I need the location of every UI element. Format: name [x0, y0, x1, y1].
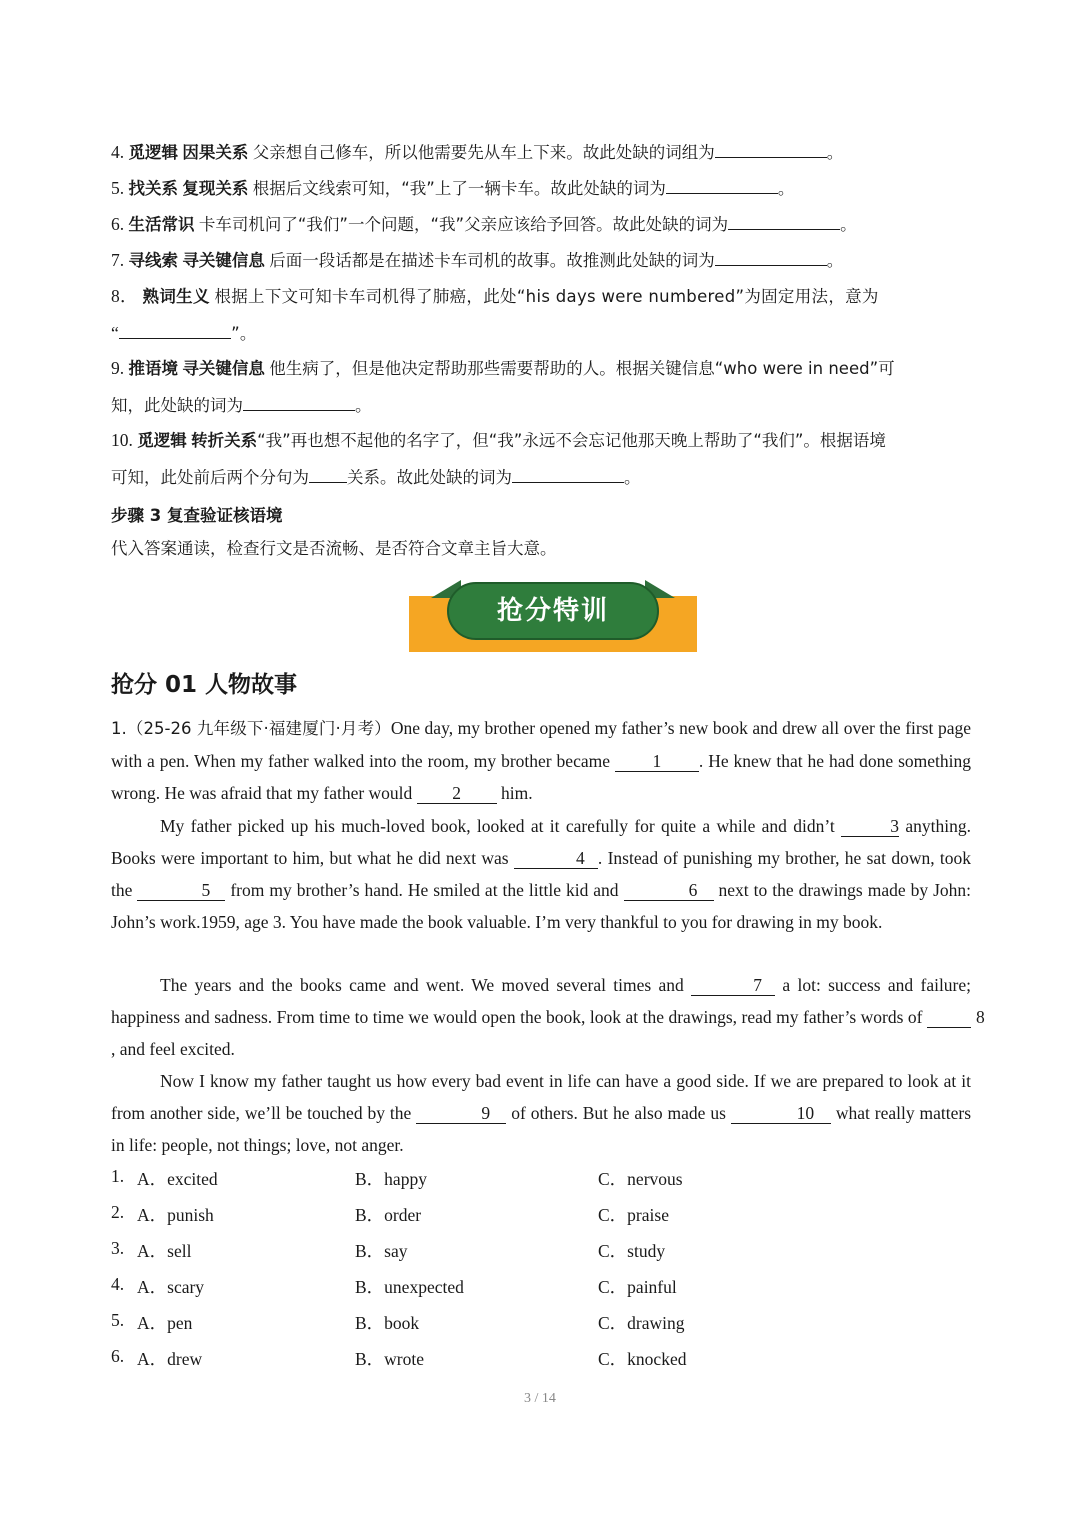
- hint-item-8: [111, 278, 971, 352]
- banner-label: 抢分特训: [496, 596, 609, 626]
- passage-paragraph-2: [111, 810, 971, 938]
- item-end: 。: [355, 396, 372, 415]
- item-number: 7.: [111, 250, 125, 270]
- answer-blank[interactable]: [512, 464, 624, 483]
- step-3-text: [111, 530, 971, 567]
- item-end: 。: [840, 215, 857, 234]
- blank-2[interactable]: 2: [417, 783, 497, 804]
- blank-5[interactable]: 5: [137, 880, 225, 901]
- item-tag-2: 寻关键信息: [182, 251, 265, 270]
- page-number: 3 / 14: [524, 1391, 556, 1406]
- passage-text: , and feel excited.: [111, 1039, 235, 1059]
- hint-item-9: [111, 350, 971, 424]
- option-number: 2.: [111, 1202, 125, 1222]
- passage-paragraph-4: [111, 1065, 971, 1161]
- passage-text: next to the drawings made by John: John’s work.1959, age 3. You have made the book valuable. I’m very thankful to you for drawing in my book.: [111, 880, 972, 932]
- option-row: [111, 1274, 971, 1302]
- option-b[interactable]: B．book: [355, 1313, 420, 1333]
- item-number: 4.: [111, 142, 125, 162]
- option-a[interactable]: A．punish: [137, 1205, 214, 1225]
- section-title: 抢分 01 人物故事: [111, 672, 298, 698]
- item-number: 10.: [111, 430, 133, 450]
- option-c[interactable]: C．praise: [598, 1205, 669, 1225]
- hint-item-10: [111, 422, 971, 496]
- option-a[interactable]: A．drew: [137, 1349, 203, 1369]
- blank-4[interactable]: 4: [514, 848, 598, 869]
- item-end: 。: [826, 251, 844, 270]
- hint-item-5: [111, 170, 971, 207]
- item-text-line2: 可知，此处前后两个分句为: [111, 468, 309, 487]
- answer-blank[interactable]: [243, 392, 355, 411]
- option-row: [111, 1346, 971, 1374]
- option-a[interactable]: A．pen: [137, 1313, 193, 1333]
- item-number: 6.: [111, 214, 125, 234]
- item-tag: 寻线索: [128, 251, 178, 270]
- passage-text: a lot: success and failure; happiness and sadness. From time to time we would open the book, look at the drawings, read my father’s words of: [111, 975, 972, 1027]
- item-number: 9.: [111, 358, 125, 378]
- passage-text: of others. But he also made us: [511, 1103, 726, 1123]
- answer-blank[interactable]: [728, 211, 840, 230]
- item-tag-2: 因果关系: [182, 143, 249, 162]
- passage-paragraph-3: [111, 969, 985, 1065]
- item-tag: 推语境: [128, 359, 178, 378]
- item-tag: 熟词生义: [142, 287, 210, 306]
- option-c[interactable]: C．study: [598, 1241, 666, 1261]
- item-text: “我”再也想不起他的名字了，但“我”永远不会忘记他那天晚上帮助了“我们”。根据语境: [257, 431, 886, 450]
- item-tag: 找关系: [128, 179, 178, 198]
- option-row: [111, 1238, 971, 1266]
- option-row: [111, 1310, 971, 1338]
- quote-close: ”。: [231, 324, 257, 343]
- blank-9[interactable]: 9: [416, 1103, 506, 1124]
- answer-blank[interactable]: [309, 464, 347, 483]
- option-row: [111, 1166, 971, 1194]
- passage-text: The years and the books came and went. We moved several times and: [160, 975, 684, 995]
- answer-blank[interactable]: [715, 139, 827, 158]
- option-a[interactable]: A．sell: [137, 1241, 192, 1261]
- passage-text: My father picked up his much-loved book, looked at it carefully for quite a while and didn’t: [160, 816, 835, 836]
- passage-text: . Instead of punishing my brother, he sat down, took the: [111, 848, 972, 900]
- item-text: 卡车司机问了“我们”一个问题，“我”父亲应该给予回答。故此处缺的词为: [198, 215, 729, 234]
- blank-7[interactable]: 7: [691, 975, 775, 996]
- passage-paragraph-1: [111, 712, 971, 809]
- passage-text: anything. Books were important to him, but what he did next was: [111, 816, 972, 868]
- option-number: 3.: [111, 1238, 125, 1258]
- item-text: 后面一段话都是在描述卡车司机的故事。故推测此处缺的词为: [269, 251, 715, 270]
- option-row: [111, 1202, 971, 1230]
- option-b[interactable]: B．unexpected: [355, 1277, 464, 1297]
- item-text: 根据上下文可知卡车司机得了肺癌，此处“his days were numbered”为固定用法，意为: [214, 287, 879, 306]
- option-c[interactable]: C．drawing: [598, 1313, 685, 1333]
- option-b[interactable]: B．happy: [355, 1169, 427, 1189]
- item-tag: 觅逻辑: [137, 431, 187, 450]
- passage-text: from my brother’s hand. He smiled at the little kid and: [230, 880, 619, 900]
- passage-text: him.: [501, 783, 533, 803]
- option-b[interactable]: B．order: [355, 1205, 422, 1225]
- item-tag-2: 转折关系: [191, 431, 258, 450]
- item-number: 5.: [111, 178, 125, 198]
- blank-10[interactable]: 10: [731, 1103, 831, 1124]
- item-text-mid: 关系。故此处缺的词为: [347, 468, 512, 487]
- blank-8[interactable]: 8: [927, 1007, 971, 1028]
- step-3-body: 代入答案通读，检查行文是否流畅、是否符合文章主旨大意。: [111, 539, 557, 558]
- answer-blank[interactable]: [666, 175, 778, 194]
- blank-1[interactable]: 1: [615, 751, 699, 772]
- item-text: 根据后文线索可知，“我”上了一辆卡车。故此处缺的词为: [252, 179, 666, 198]
- passage-text: Now I know my father taught us how every bad event in life can have a good side. If we are prepared to look at it from another side, we’ll be touched by the: [111, 1071, 971, 1123]
- option-c[interactable]: C．nervous: [598, 1169, 683, 1189]
- passage-text: One day, my brother opened my father’s new book and drew all over the first page with a pen. When my father walked into the room, my brother became: [111, 718, 971, 771]
- hint-item-6: [111, 206, 971, 243]
- item-text-line2: 知，此处缺的词为: [111, 396, 243, 415]
- blank-3[interactable]: 3: [841, 816, 899, 837]
- option-number: 4.: [111, 1274, 125, 1294]
- section-banner: [409, 580, 697, 652]
- item-text: 父亲想自己修车，所以他需要先从车上下来。故此处缺的词组为: [252, 143, 715, 162]
- option-number: 1.: [111, 1166, 125, 1186]
- passage-text: . He knew that he had done something wrong. He was afraid that my father would: [111, 751, 971, 803]
- option-c[interactable]: C．knocked: [598, 1349, 687, 1369]
- item-text: 他生病了，但是他决定帮助那些需要帮助的人。根据关键信息“who were in need”可: [269, 359, 895, 378]
- option-a[interactable]: A．scary: [137, 1277, 205, 1297]
- question-source: 1.（25-26 九年级下·福建厦门·月考）: [111, 719, 391, 738]
- item-tag-2: 寻关键信息: [182, 359, 265, 378]
- option-b[interactable]: B．say: [355, 1241, 408, 1261]
- hint-item-4: [111, 134, 971, 171]
- item-end: 。: [826, 143, 844, 162]
- quote-open: “: [111, 323, 120, 343]
- item-end: 。: [777, 179, 795, 198]
- hint-item-7: [111, 242, 971, 279]
- answer-blank[interactable]: [715, 247, 827, 266]
- passage-text: what really matters in life: people, not things; love, not anger.: [111, 1103, 972, 1155]
- option-number: 5.: [111, 1310, 125, 1330]
- item-tag: 生活常识: [128, 215, 195, 234]
- item-number: 8．: [111, 286, 138, 306]
- option-c[interactable]: C．painful: [598, 1277, 677, 1297]
- item-tag: 觅逻辑: [128, 143, 178, 162]
- item-tag-2: 复现关系: [182, 179, 249, 198]
- item-end: 。: [624, 468, 641, 487]
- answer-blank[interactable]: [119, 320, 231, 339]
- blank-6[interactable]: 6: [624, 880, 714, 901]
- option-a[interactable]: A．excited: [137, 1169, 218, 1189]
- step-3-title: 步骤 3 复查验证核语境: [111, 506, 283, 525]
- option-number: 6.: [111, 1346, 125, 1366]
- option-b[interactable]: B．wrote: [355, 1349, 425, 1369]
